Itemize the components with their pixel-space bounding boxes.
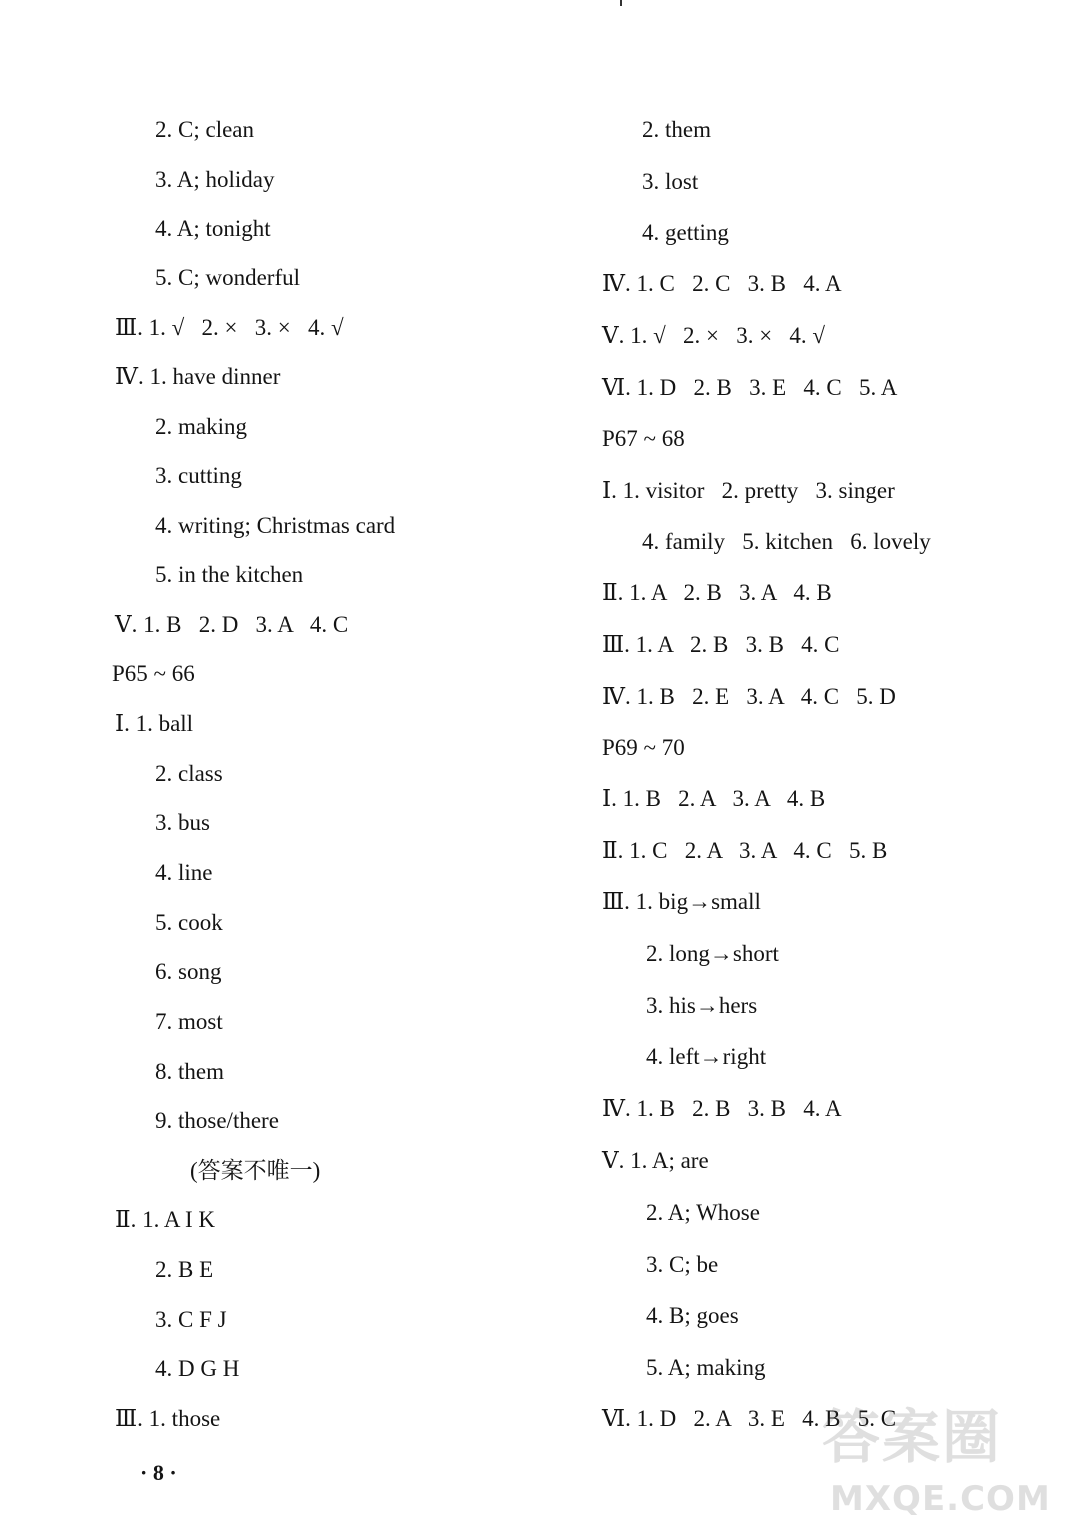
answer-line: 4. family 5. kitchen 6. lovely: [642, 529, 931, 554]
section-line: Ⅲ. 1. those: [115, 1406, 221, 1431]
answer-line: 5. in the kitchen: [155, 562, 304, 587]
answer-line: 4. D G H: [155, 1356, 240, 1381]
section-line: Ⅳ. 1. have dinner: [115, 364, 281, 389]
note-line: (答案不唯一): [190, 1158, 321, 1183]
section-line: Ⅰ. 1. ball: [115, 711, 194, 736]
page-top-mark: [620, 0, 622, 6]
answer-line: 2. A; Whose: [646, 1200, 760, 1225]
answer-line: 2. B E: [155, 1257, 214, 1282]
answer-line: 3. bus: [155, 810, 210, 835]
answer-line: 4. B; goes: [646, 1303, 739, 1328]
section-line: Ⅱ. 1. C 2. A 3. A 4. C 5. B: [602, 838, 888, 863]
watermark-main-text: 答案圈: [822, 1403, 1003, 1471]
answer-line: 4. getting: [642, 220, 729, 245]
section-line: Ⅳ. 1. B 2. E 3. A 4. C 5. D: [602, 684, 896, 709]
answer-line: 6. song: [155, 959, 222, 984]
page-range-heading: P65 ~ 66: [112, 661, 195, 686]
answer-line: 3. C; be: [646, 1252, 719, 1277]
answer-line: 3. lost: [642, 169, 699, 194]
answer-line: 4. writing; Christmas card: [155, 513, 396, 538]
answer-line: 2. them: [642, 117, 711, 142]
answer-line: 8. them: [155, 1059, 224, 1084]
answer-line: 5. A; making: [646, 1355, 766, 1380]
answer-line: 5. C; wonderful: [155, 265, 301, 290]
answer-line: 3. C F J: [155, 1307, 227, 1332]
answer-line: 4. left→right: [646, 1044, 767, 1069]
answer-line: 2. long→short: [646, 941, 779, 966]
answer-line: 3. his→hers: [646, 993, 758, 1018]
answer-line: 7. most: [155, 1009, 223, 1034]
answer-line: 2. C; clean: [155, 117, 254, 142]
answer-line: 9. those/there: [155, 1108, 279, 1133]
answer-line: 2. making: [155, 414, 247, 439]
answer-line: 3. cutting: [155, 463, 242, 488]
section-line: Ⅵ. 1. D 2. B 3. E 4. C 5. A: [602, 375, 898, 400]
section-line: Ⅲ. 1. √ 2. × 3. × 4. √: [115, 315, 344, 340]
section-line: Ⅵ. 1. D 2. A 3. E 4. B 5. C: [602, 1406, 897, 1431]
section-line: Ⅴ. 1. B 2. D 3. A 4. C: [115, 612, 349, 637]
answer-line: 4. line: [155, 860, 213, 885]
section-line: Ⅰ. 1. visitor 2. pretty 3. singer: [602, 478, 895, 503]
answer-line: 4. A; tonight: [155, 216, 271, 241]
section-line: Ⅳ. 1. C 2. C 3. B 4. A: [602, 271, 842, 296]
section-line: Ⅰ. 1. B 2. A 3. A 4. B: [602, 786, 826, 811]
answer-line: 3. A; holiday: [155, 167, 275, 192]
watermark-site-text: MXQE.COM: [830, 1479, 1051, 1519]
section-line: Ⅳ. 1. B 2. B 3. B 4. A: [602, 1096, 842, 1121]
page-range-heading: P69 ~ 70: [602, 735, 685, 760]
section-line: Ⅲ. 1. big→small: [602, 889, 761, 914]
page-range-heading: P67 ~ 68: [602, 426, 685, 451]
page-number: · 8 ·: [140, 1460, 177, 1485]
section-line: Ⅱ. 1. A I K: [115, 1207, 215, 1232]
section-line: Ⅴ. 1. √ 2. × 3. × 4. √: [602, 323, 826, 348]
section-line: Ⅴ. 1. A; are: [602, 1148, 709, 1173]
section-line: Ⅱ. 1. A 2. B 3. A 4. B: [602, 580, 832, 605]
answer-line: 5. cook: [155, 910, 223, 935]
answer-line: 2. class: [155, 761, 223, 786]
watermark-logo: [822, 1403, 1052, 1528]
section-line: Ⅲ. 1. A 2. B 3. B 4. C: [602, 632, 840, 657]
